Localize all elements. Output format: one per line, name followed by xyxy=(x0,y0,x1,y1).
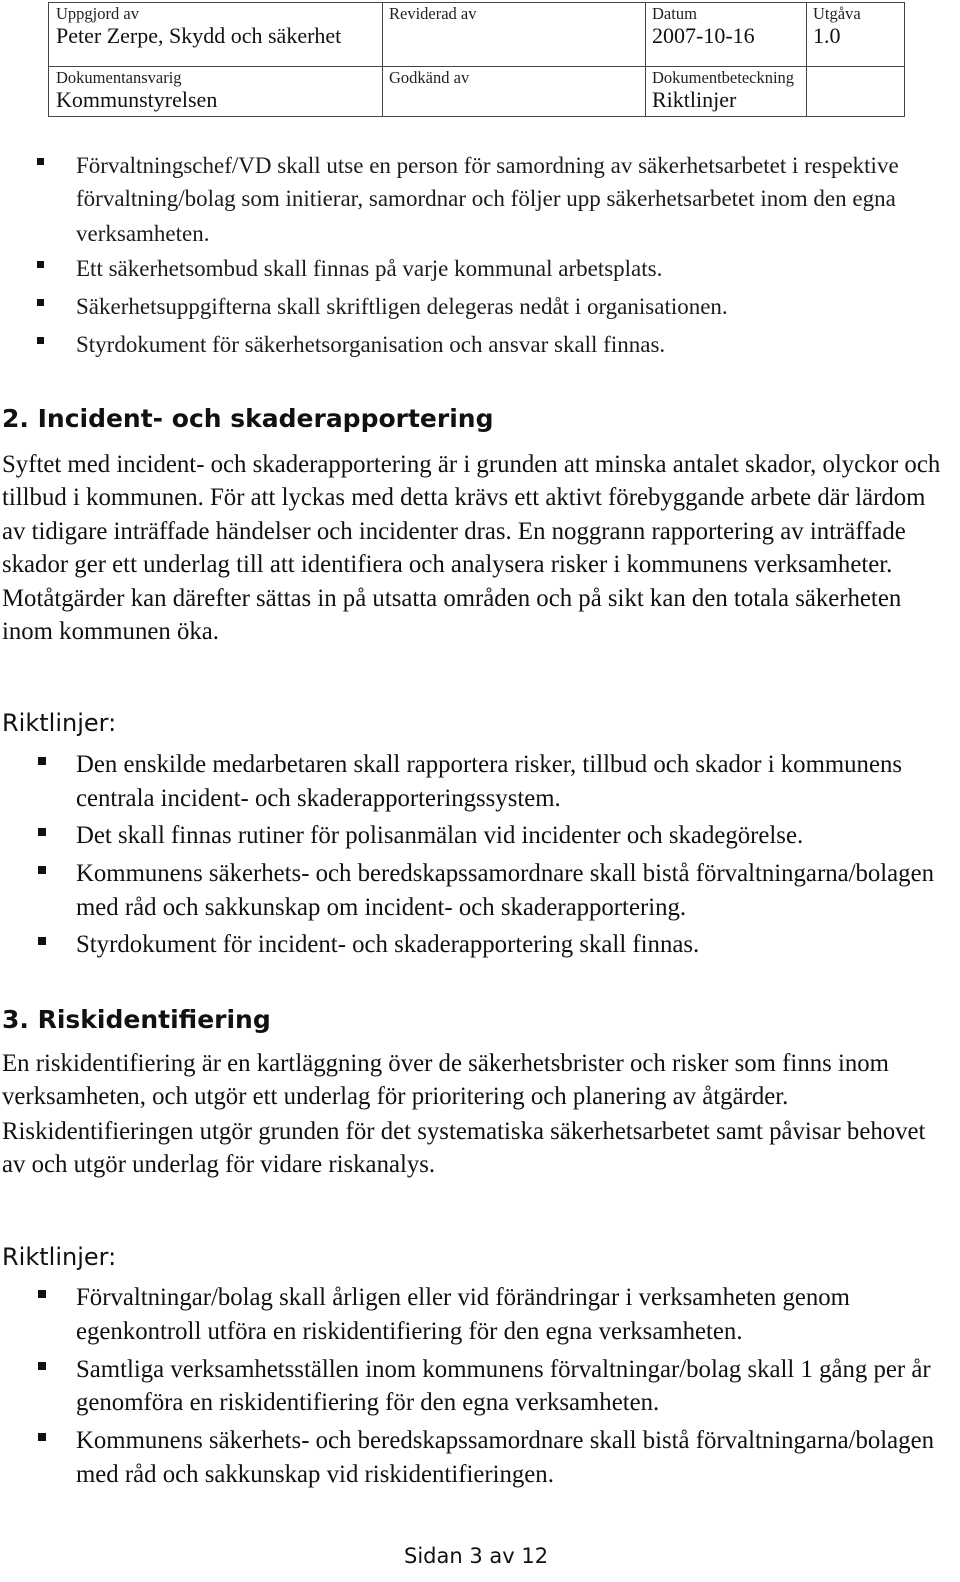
header-label: Reviderad av xyxy=(389,4,477,23)
header-label: Dokumentbeteckning xyxy=(652,68,795,87)
header-value: Riktlinjer xyxy=(652,87,737,112)
square-bullet-icon xyxy=(38,1362,46,1370)
header-cell-empty xyxy=(807,67,904,116)
list-item-text: Kommunens säkerhets- och beredskapssamordnare skall bistå förvaltningarna/bolagen xyxy=(76,1427,934,1454)
header-value: Peter Zerpe, Skydd och säkerhet xyxy=(56,23,342,48)
square-bullet-icon xyxy=(38,1433,46,1441)
list-item-text: Styrdokument för säkerhetsorganisation och ansvar skall finnas. xyxy=(76,332,666,357)
list-item-text: förvaltning/bolag som initierar, samordnar och följer upp säkerhetsarbetet inom den egna xyxy=(76,186,896,211)
section-heading: 2. Incident- och skaderapportering xyxy=(2,404,494,433)
square-bullet-icon xyxy=(37,158,44,165)
list-item-text: Styrdokument för incident- och skaderapportering skall finnas. xyxy=(76,931,700,958)
list-item-text: Kommunens säkerhets- och beredskapssamordnare skall bistå förvaltningarna/bolagen xyxy=(76,860,934,887)
header-label: Godkänd av xyxy=(389,68,470,87)
section-heading: 3. Riskidentifiering xyxy=(2,1005,271,1034)
list-item-text: Förvaltningar/bolag skall årligen eller vid förändringar i verksamheten genom xyxy=(76,1284,850,1311)
list-item-text: Det skall finnas rutiner för polisanmälan vid incidenter och skadegörelse. xyxy=(76,822,804,849)
list-item-text: centrala incident- och skaderapporteringssystem. xyxy=(76,785,561,812)
header-value: 1.0 xyxy=(813,23,841,48)
list-item-text: verksamheten. xyxy=(76,221,210,246)
paragraph-line: tillbud i kommunen. För att lyckas med detta krävs ett aktivt förebyggande arbete där lärdom xyxy=(2,484,926,511)
guidelines-heading: Riktlinjer: xyxy=(2,709,117,737)
paragraph-line: Syftet med incident- och skaderapportering är i grunden att minska antalet skador, olyckor och xyxy=(2,451,941,478)
paragraph-line: av och utgör underlag för vidare riskanalys. xyxy=(2,1151,436,1178)
square-bullet-icon xyxy=(37,337,44,344)
square-bullet-icon xyxy=(37,261,44,268)
square-bullet-icon xyxy=(38,828,46,836)
document-header-table xyxy=(48,2,905,117)
paragraph-line: En riskidentifiering är en kartläggning över de säkerhetsbrister och risker som finns inom xyxy=(2,1050,889,1077)
header-label: Dokumentansvarig xyxy=(56,68,182,87)
square-bullet-icon xyxy=(38,866,46,874)
paragraph-line: verksamheten, och utgör ett underlag för prioritering och planering av åtgärder. xyxy=(2,1083,789,1110)
header-value: 2007-10-16 xyxy=(652,23,755,48)
paragraph-line: Riskidentifieringen utgör grunden för det systematiska säkerhetsarbetet samt påvisar behovet xyxy=(2,1118,926,1145)
header-cell-edition xyxy=(807,3,904,67)
paragraph-line: skador ger ett underlag till att identifiera och analysera risker i kommunens verksamheter. xyxy=(2,551,893,578)
paragraph-line: av tidigare inträffade händelser och incidenter dras. En noggrann rapportering av inträffade xyxy=(2,518,906,545)
list-item-text: egenkontroll utföra en riskidentifiering för den egna verksamheten. xyxy=(76,1318,743,1345)
square-bullet-icon xyxy=(38,757,46,765)
square-bullet-icon xyxy=(37,299,44,306)
list-item-text: genomföra en riskidentifiering för den egna verksamheten. xyxy=(76,1389,660,1416)
list-item-text: Säkerhetsuppgifterna skall skriftligen delegeras nedåt i organisationen. xyxy=(76,294,728,319)
header-cell-revised-by xyxy=(383,3,646,67)
list-item-text: Samtliga verksamhetsställen inom kommunens förvaltningar/bolag skall 1 gång per år xyxy=(76,1356,931,1383)
header-label: Datum xyxy=(652,4,697,23)
header-cell-date xyxy=(646,3,807,67)
header-value: Kommunstyrelsen xyxy=(56,87,218,112)
list-item-text: Den enskilde medarbetaren skall rapportera risker, tillbud och skador i kommunens xyxy=(76,751,903,778)
list-item-text: med råd och sakkunskap om incident- och skaderapportering. xyxy=(76,894,687,921)
header-cell-designation xyxy=(646,67,807,116)
list-item-text: med råd och sakkunskap vid riskidentifieringen. xyxy=(76,1461,554,1488)
header-label: Uppgjord av xyxy=(56,4,139,23)
guidelines-heading: Riktlinjer: xyxy=(2,1243,117,1271)
paragraph-line: Motåtgärder kan därefter sättas in på utsatta områden och på sikt kan den totala säkerheten xyxy=(2,585,902,612)
header-label: Utgåva xyxy=(813,4,861,23)
footer-page-number: Sidan 3 av 12 xyxy=(404,1544,549,1568)
header-cell-approved-by xyxy=(383,67,646,116)
paragraph-line: inom kommunen öka. xyxy=(2,618,219,645)
square-bullet-icon xyxy=(38,937,46,945)
header-cell-document-owner xyxy=(49,67,383,116)
header-cell-prepared-by xyxy=(49,3,383,67)
list-item-text: Förvaltningschef/VD skall utse en person för samordning av säkerhetsarbetet i respektive xyxy=(76,153,899,178)
list-item-text: Ett säkerhetsombud skall finnas på varje kommunal arbetsplats. xyxy=(76,256,663,281)
square-bullet-icon xyxy=(38,1290,46,1298)
